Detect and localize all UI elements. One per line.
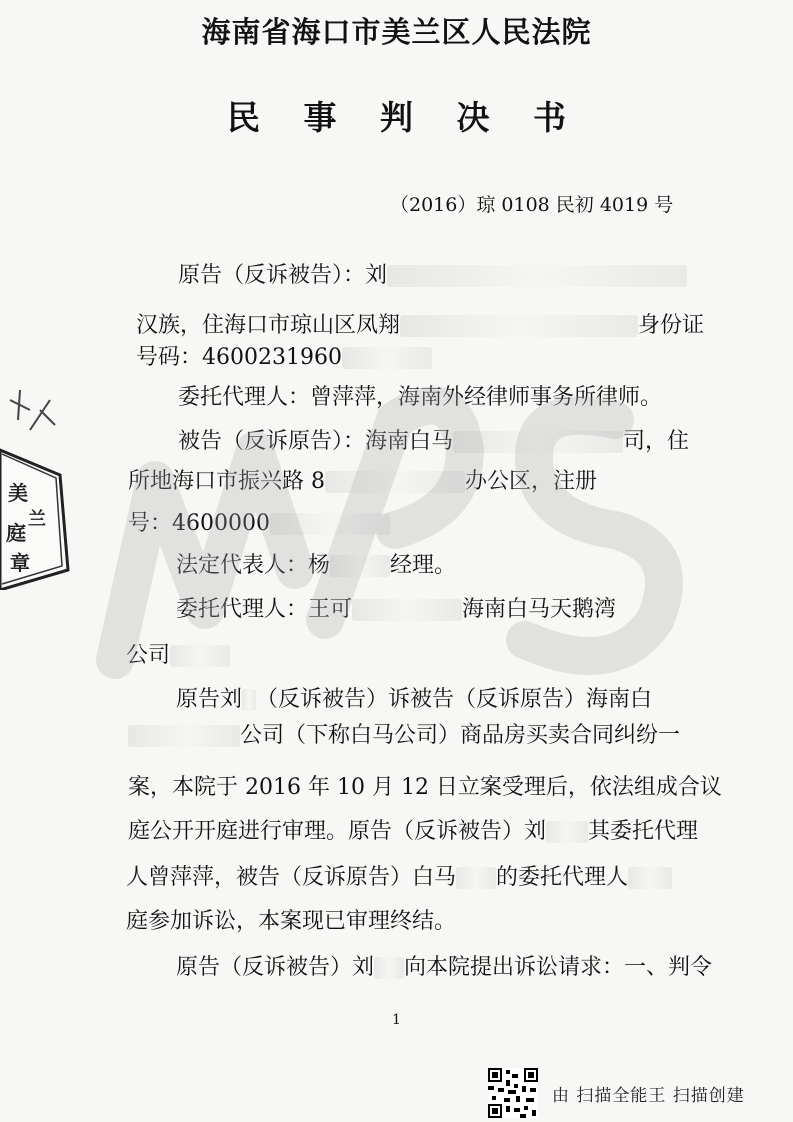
body-line-7: 号：4600000	[128, 506, 390, 537]
redaction	[128, 725, 240, 747]
body-line-10: 公司	[126, 638, 230, 669]
body-line-9: 委托代理人：王可 海南白马天鹅湾	[176, 597, 617, 622]
redaction	[453, 431, 623, 453]
body-line-15: 人曾萍萍，被告（反诉原告）白马 的委托代理人	[126, 860, 672, 891]
body-line-3: 号码：4600231960	[136, 340, 432, 371]
redaction	[546, 821, 588, 843]
redaction	[342, 347, 432, 369]
document-type-title: 民 事 判 决 书	[227, 98, 582, 137]
redaction	[325, 471, 465, 493]
case-number: （2016）琼 0108 民初 4019 号	[390, 194, 674, 216]
body-line-12: 公司（下称白马公司）商品房买卖合同纠纷一	[128, 718, 680, 749]
svg-text:庭: 庭	[6, 521, 26, 545]
redaction	[456, 867, 496, 889]
body-line-16: 庭参加诉讼，本案现已审理终结。	[126, 909, 457, 934]
body-line-1: 原告（反诉被告）：刘	[178, 258, 687, 289]
body-line-13: 案，本院于 2016 年 10 月 12 日立案受理后，依法组成合议	[128, 775, 722, 800]
redaction	[242, 689, 256, 711]
redaction	[270, 513, 390, 535]
svg-text:兰: 兰	[28, 509, 46, 530]
court-name: 海南省海口市美兰区人民法院	[201, 15, 592, 49]
scanner-footer-text: 由 扫描全能王 扫描创建	[552, 1085, 745, 1106]
body-line-4: 委托代理人：曾萍萍，海南外经律师事务所律师。	[178, 385, 663, 410]
body-line-2: 汉族，住海口市琼山区凤翔 身份证	[136, 313, 705, 338]
body-line-8: 法定代表人：杨 经理。	[176, 553, 457, 578]
body-line-14: 庭公开开庭进行审理。原告（反诉被告）刘 其委托代理	[128, 819, 699, 844]
qr-code-icon	[488, 1068, 538, 1118]
redaction	[170, 645, 230, 667]
redaction	[628, 867, 672, 889]
redaction	[374, 957, 404, 979]
body-line-5: 被告（反诉原告）：海南白马 司，住	[178, 429, 690, 454]
redaction	[352, 599, 462, 621]
page-number: 1	[392, 1012, 401, 1028]
redaction	[400, 315, 638, 337]
body-line-6: 所地海口市振兴路 8 办公区，注册	[128, 469, 598, 494]
redaction	[387, 265, 687, 287]
svg-text:章: 章	[10, 551, 30, 575]
scanner-footer	[488, 1068, 745, 1118]
redaction	[330, 555, 390, 577]
court-seal-fragment	[0, 380, 70, 590]
body-line-11: 原告刘 （反诉被告）诉被告（反诉原告）海南白	[176, 687, 653, 712]
svg-text:美: 美	[8, 481, 28, 505]
body-line-17: 原告（反诉被告）刘 向本院提出诉讼请求：一、判令	[176, 955, 713, 980]
